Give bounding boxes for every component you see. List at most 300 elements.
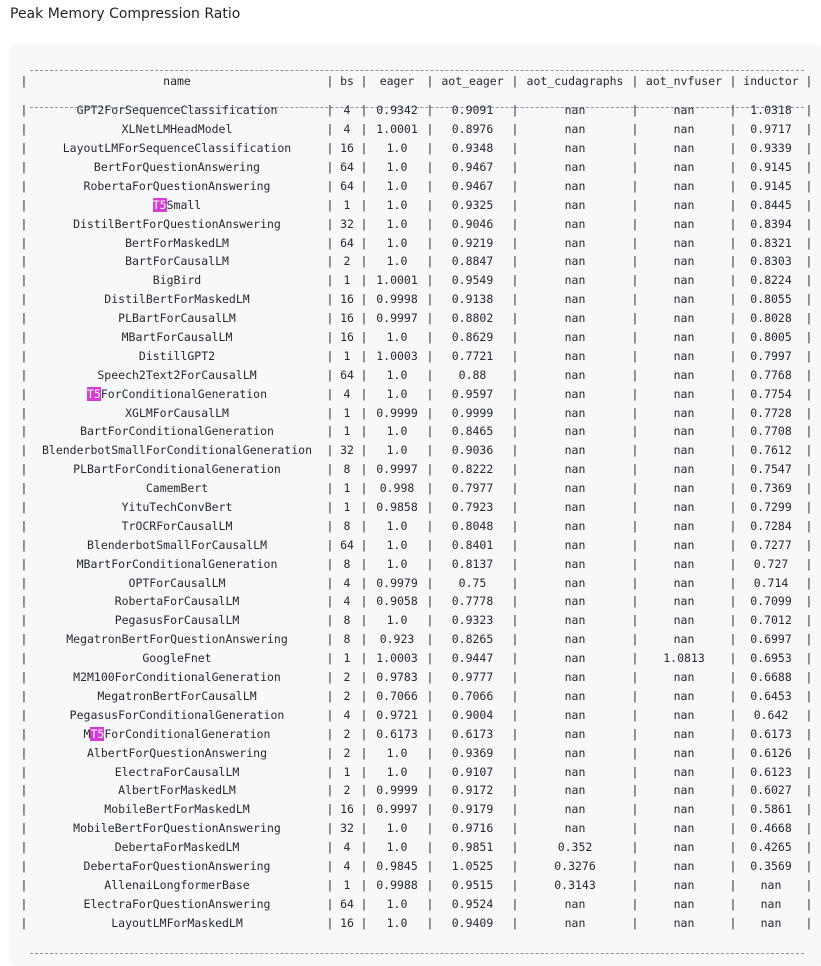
table-row: | BertForQuestionAnswering | 64 | 1.0 | 0.9467 | nan | nan | 0.9145 | [19, 158, 814, 177]
cell-name [29, 271, 325, 290]
cell-aot-nvfuser: nan [673, 424, 695, 439]
cell-bs: 1 [343, 500, 351, 515]
cell-bs: 4 [343, 103, 351, 118]
cell-aot-cudagraphs: nan [564, 537, 586, 552]
cell-aot-cudagraphs: nan [564, 103, 586, 118]
column-header-inductor: inductor [743, 74, 799, 89]
cell-aot-nvfuser: nan [673, 216, 695, 231]
cell-aot-cudagraphs: nan [564, 443, 586, 458]
model-name-part: BlenderbotSmallForCausalLM [86, 537, 267, 552]
cell-inductor: 1.0318 [750, 103, 792, 118]
cell-inductor: 0.8005 [750, 330, 792, 345]
table-row: | BartForConditionalGeneration | 1 | 1.0 | 0.8465 | nan | nan | 0.7708 | [19, 422, 814, 441]
cell-aot-cudagraphs: nan [564, 745, 586, 760]
model-name-part: ElectraForQuestionAnswering [83, 896, 271, 911]
cell-aot-cudagraphs: nan [564, 500, 586, 515]
cell-aot-eager: 0.9219 [451, 235, 494, 250]
results-table [19, 62, 814, 942]
cell-bs: 2 [343, 254, 351, 269]
cell-aot-cudagraphs: nan [564, 802, 586, 817]
cell-eager: 1.0 [386, 160, 408, 174]
cell-aot-eager: 1.0525 [451, 858, 494, 873]
table-bottom-rule [30, 953, 804, 954]
cell-bs: 2 [343, 688, 351, 703]
cell-aot-cudagraphs: nan [564, 348, 586, 363]
cell-name [29, 120, 325, 139]
table-row: | MegatronBertForCausalLM | 2 | 0.7066 | 0.7066 | nan | nan | 0.6453 | [19, 687, 814, 706]
cell-inductor: 0.727 [753, 556, 789, 571]
model-name-part: MBartForConditionalGeneration [76, 556, 278, 571]
cell-aot-nvfuser: nan [673, 348, 695, 363]
cell-eager: 0.9998 [376, 292, 418, 307]
cell-aot-eager: 0.8847 [451, 254, 494, 269]
cell-inductor: 0.9339 [750, 141, 792, 156]
cell-aot-nvfuser: nan [673, 896, 695, 911]
cell-name [29, 875, 325, 894]
cell-bs: 2 [343, 783, 351, 798]
cell-bs: 8 [343, 632, 351, 647]
cell-bs: 1 [343, 764, 351, 779]
table-row: | MBartForConditionalGeneration | 8 | 1.0 | 0.8137 | nan | nan | 0.727 | [19, 554, 814, 573]
cell-bs: 1 [343, 348, 351, 363]
table-row: | GPT2ForSequenceClassification | 4 | 0.9342 | 0.9091 | nan | nan | 1.0318 | [19, 101, 814, 120]
cell-bs: 1 [343, 273, 351, 288]
cell-aot-nvfuser: nan [673, 500, 695, 515]
cell-aot-eager: 0.9323 [451, 613, 494, 628]
cell-name [29, 479, 325, 498]
cell-eager: 1.0 [386, 745, 408, 760]
cell-bs: 8 [343, 556, 351, 571]
cell-inductor: 0.7369 [750, 481, 792, 496]
model-name-part: LayoutLMForMaskedLM [111, 915, 243, 930]
cell-bs: 16 [340, 330, 354, 345]
cell-bs: 1 [343, 877, 351, 892]
cell-bs: 2 [343, 745, 351, 760]
cell-aot-cudagraphs: nan [564, 481, 586, 496]
cell-inductor: 0.7768 [750, 367, 792, 382]
cell-eager: 0.9997 [376, 311, 418, 326]
table-row: | XLNetLMHeadModel | 4 | 1.0001 | 0.8976 | nan | nan | 0.9717 | [19, 120, 814, 139]
cell-inductor: 0.6997 [750, 632, 792, 647]
model-name-part: ForConditionalGeneration [104, 726, 271, 741]
cell-aot-eager: 0.6173 [451, 726, 494, 741]
cell-aot-eager: 0.7721 [451, 348, 494, 363]
cell-aot-nvfuser: nan [673, 594, 695, 609]
cell-bs: 16 [340, 141, 354, 156]
cell-inductor: 0.5861 [750, 802, 792, 817]
cell-inductor: 0.7099 [750, 594, 792, 609]
cell-eager: 1.0001 [376, 122, 418, 137]
cell-aot-nvfuser: nan [673, 386, 695, 401]
cell-inductor: 0.642 [753, 707, 789, 722]
cell-name [29, 139, 325, 158]
cell-aot-cudagraphs: nan [564, 386, 586, 401]
cell-aot-nvfuser: nan [673, 707, 695, 722]
cell-aot-cudagraphs: nan [564, 688, 586, 703]
model-name-part: BartForCausalLM [125, 254, 229, 269]
cell-name [29, 573, 325, 592]
cell-eager: 0.9058 [376, 594, 418, 609]
cell-aot-eager: 0.9851 [451, 840, 494, 855]
cell-eager: 1.0 [386, 216, 408, 231]
cell-aot-cudagraphs: nan [564, 670, 586, 685]
cell-aot-cudagraphs: nan [564, 178, 586, 193]
model-name-part: XLNetLMHeadModel [121, 122, 233, 137]
column-header-name: name [163, 74, 191, 89]
cell-name [29, 441, 325, 460]
table-row: | MT5ForConditionalGeneration | 2 | 0.6173 | 0.6173 | nan | nan | 0.6173 | [19, 724, 814, 743]
cell-bs: 64 [340, 896, 354, 911]
cell-aot-nvfuser: nan [673, 330, 695, 345]
cell-inductor: 0.9717 [750, 122, 792, 137]
cell-name [29, 101, 325, 120]
table-row: | AlbertForQuestionAnswering | 2 | 1.0 | 0.9369 | nan | nan | 0.6126 | [19, 743, 814, 762]
cell-eager: 1.0003 [376, 348, 418, 363]
cell-aot-cudagraphs: nan [564, 424, 586, 439]
table-row: | PLBartForCausalLM | 16 | 0.9997 | 0.8802 | nan | nan | 0.8028 | [19, 309, 814, 328]
cell-name [29, 328, 325, 347]
cell-name [29, 668, 325, 687]
cell-aot-eager: 0.9036 [451, 443, 494, 458]
cell-eager: 0.9988 [376, 877, 418, 892]
cell-bs: 4 [343, 840, 351, 855]
cell-inductor: nan [760, 915, 782, 930]
cell-aot-nvfuser: nan [673, 141, 695, 156]
model-name-part: GPT2ForSequenceClassification [76, 103, 278, 118]
cell-bs: 1 [343, 197, 351, 212]
cell-inductor: 0.3569 [750, 858, 792, 873]
cell-aot-cudagraphs: nan [564, 556, 586, 571]
cell-aot-eager: 0.8048 [451, 518, 494, 533]
cell-name [29, 611, 325, 630]
cell-inductor: 0.8224 [750, 273, 792, 288]
model-name-part: AlbertForMaskedLM [118, 783, 236, 798]
cell-inductor: 0.4265 [750, 840, 792, 855]
model-name-part: PegasusForConditionalGeneration [69, 707, 285, 722]
cell-aot-cudagraphs: nan [564, 783, 586, 798]
column-header-aot-nvfuser: aot_nvfuser [645, 74, 723, 89]
cell-name [29, 365, 325, 384]
cell-aot-eager: 0.8465 [451, 424, 494, 439]
cell-aot-cudagraphs: nan [564, 367, 586, 382]
cell-name [29, 290, 325, 309]
cell-bs: 32 [340, 216, 354, 231]
table-row: | PLBartForConditionalGeneration | 8 | 0.9997 | 0.8222 | nan | nan | 0.7547 | [19, 460, 814, 479]
cell-bs: 16 [340, 311, 354, 326]
cell-aot-eager: 0.9467 [451, 160, 494, 174]
cell-aot-cudagraphs: nan [564, 122, 586, 137]
cell-bs: 8 [343, 613, 351, 628]
cell-inductor: 0.6688 [750, 670, 792, 685]
cell-bs: 4 [343, 858, 351, 873]
table-row: | RobertaForCausalLM | 4 | 0.9058 | 0.7778 | nan | nan | 0.7099 | [19, 592, 814, 611]
model-name-part: M2M100ForConditionalGeneration [73, 670, 281, 685]
page-title: Peak Memory Compression Ratio [10, 6, 241, 22]
cell-aot-cudagraphs: nan [564, 197, 586, 212]
cell-aot-nvfuser: nan [673, 556, 695, 571]
model-name-part: DistillGPT2 [138, 348, 216, 363]
cell-eager: 0.7066 [376, 688, 418, 703]
cell-aot-nvfuser: nan [673, 840, 695, 855]
model-name-part: MegatronBertForCausalLM [97, 688, 257, 703]
cell-aot-nvfuser: nan [673, 462, 695, 477]
cell-aot-eager: 0.9046 [451, 216, 494, 231]
cell-eager: 0.9845 [376, 858, 418, 873]
cell-name [29, 762, 325, 781]
cell-aot-nvfuser: nan [673, 858, 695, 873]
table-row: | DistilBertForQuestionAnswering | 32 | 1.0 | 0.9046 | nan | nan | 0.8394 | [19, 214, 814, 233]
cell-aot-cudagraphs: nan [564, 273, 586, 288]
cell-aot-nvfuser: nan [673, 632, 695, 647]
cell-aot-nvfuser: nan [673, 292, 695, 307]
cell-bs: 4 [343, 575, 351, 590]
cell-inductor: 0.7012 [750, 613, 792, 628]
cell-inductor: 0.7277 [750, 537, 792, 552]
cell-inductor: 0.8055 [750, 292, 792, 307]
cell-name [29, 195, 325, 214]
cell-inductor: 0.714 [753, 575, 789, 590]
table-row: | BlenderbotSmallForCausalLM | 64 | 1.0 | 0.8401 | nan | nan | 0.7277 | [19, 535, 814, 554]
cell-inductor: 0.8321 [750, 235, 792, 250]
cell-bs: 16 [340, 915, 354, 930]
cell-inductor: 0.7547 [750, 462, 792, 477]
cell-inductor: 0.8445 [750, 197, 792, 212]
cell-eager: 0.9997 [376, 802, 418, 817]
cell-eager: 1.0 [386, 367, 408, 382]
cell-inductor: 0.7728 [750, 405, 792, 420]
cell-aot-cudagraphs: nan [564, 216, 586, 231]
cell-aot-cudagraphs: nan [564, 160, 586, 174]
cell-name [29, 214, 325, 233]
cell-bs: 1 [343, 405, 351, 420]
table-row: | MegatronBertForQuestionAnswering | 8 | 0.923 | 0.8265 | nan | nan | 0.6997 | [19, 630, 814, 649]
cell-aot-cudagraphs: nan [564, 707, 586, 722]
table-row: | DistillGPT2 | 1 | 1.0003 | 0.7721 | nan | nan | 0.7997 | [19, 346, 814, 365]
table-row: | MobileBertForQuestionAnswering | 32 | 1.0 | 0.9716 | nan | nan | 0.4668 | [19, 819, 814, 838]
model-name-part: GoogleFnet [142, 651, 212, 666]
cell-aot-eager: 0.8629 [451, 330, 494, 345]
table-row: | OPTForCausalLM | 4 | 0.9979 | 0.75 | nan | nan | 0.714 | [19, 573, 814, 592]
cell-name [29, 422, 325, 441]
cell-eager: 0.6173 [376, 726, 418, 741]
model-name-part: M [83, 726, 91, 741]
cell-inductor: nan [760, 877, 782, 892]
table-row: | Speech2Text2ForCausalLM | 64 | 1.0 | 0.88 | nan | nan | 0.7768 | [19, 365, 814, 384]
cell-bs: 8 [343, 518, 351, 533]
model-name-part: DistilBertForMaskedLM [104, 292, 250, 307]
cell-bs: 2 [343, 726, 351, 741]
model-name-part: AlbertForQuestionAnswering [86, 745, 267, 760]
cell-aot-cudagraphs: 0.3276 [554, 858, 596, 873]
cell-aot-nvfuser: nan [673, 802, 695, 817]
cell-bs: 4 [343, 594, 351, 609]
column-header-aot-eager: aot_eager [441, 74, 504, 89]
table-row: | XGLMForCausalLM | 1 | 0.9999 | 0.9999 | nan | nan | 0.7728 | [19, 403, 814, 422]
cell-name [29, 687, 325, 706]
cell-name [29, 252, 325, 271]
cell-name [29, 857, 325, 876]
table-row: | ElectraForQuestionAnswering | 64 | 1.0 | 0.9524 | nan | nan | nan | [19, 894, 814, 913]
cell-aot-eager: 0.7778 [451, 594, 494, 609]
table-row: | BertForMaskedLM | 64 | 1.0 | 0.9219 | nan | nan | 0.8321 | [19, 233, 814, 252]
cell-eager: 1.0 [386, 254, 408, 269]
cell-bs: 1 [343, 424, 351, 439]
column-header-aot-cudagraphs: aot_cudagraphs [526, 74, 624, 89]
cell-bs: 64 [340, 160, 354, 174]
cell-eager: 1.0001 [376, 273, 418, 288]
table-row: | MobileBertForMaskedLM | 16 | 0.9997 | 0.9179 | nan | nan | 0.5861 | [19, 800, 814, 819]
cell-name [29, 800, 325, 819]
cell-eager: 1.0 [386, 424, 408, 439]
cell-aot-eager: 0.9447 [451, 651, 494, 666]
model-name-part: RobertaForCausalLM [114, 594, 240, 609]
cell-eager: 1.0 [386, 197, 408, 212]
model-name-part: CamemBert [145, 481, 209, 496]
table-row: | ElectraForCausalLM | 1 | 1.0 | 0.9107 | nan | nan | 0.6123 | [19, 762, 814, 781]
cell-aot-nvfuser: nan [673, 821, 695, 836]
cell-aot-nvfuser: nan [673, 178, 695, 193]
cell-aot-cudagraphs: nan [564, 726, 586, 741]
cell-inductor: 0.7997 [750, 348, 792, 363]
cell-aot-nvfuser: nan [673, 877, 695, 892]
cell-aot-nvfuser: nan [673, 783, 695, 798]
cell-eager: 0.9997 [376, 462, 418, 477]
cell-aot-nvfuser: nan [673, 518, 695, 533]
cell-aot-eager: 0.9172 [451, 783, 494, 798]
cell-inductor: 0.6027 [750, 783, 792, 798]
cell-aot-eager: 0.75 [458, 575, 487, 590]
cell-aot-nvfuser: nan [673, 311, 695, 326]
cell-name [29, 592, 325, 611]
table-row: | DistilBertForMaskedLM | 16 | 0.9998 | 0.9138 | nan | nan | 0.8055 | [19, 290, 814, 309]
cell-eager: 1.0 [386, 915, 408, 930]
cell-bs: 64 [340, 235, 354, 250]
column-header-eager: eager [379, 74, 415, 89]
cell-eager: 0.9999 [376, 405, 418, 420]
cell-name [29, 743, 325, 762]
cell-name [29, 498, 325, 517]
model-name-part: BlenderbotSmallForConditionalGeneration [41, 443, 313, 458]
cell-aot-cudagraphs: nan [564, 575, 586, 590]
table-row: | T5ForConditionalGeneration | 4 | 1.0 | 0.9597 | nan | nan | 0.7754 | [19, 384, 814, 403]
cell-eager: 1.0 [386, 840, 408, 855]
table-row: | CamemBert | 1 | 0.998 | 0.7977 | nan | nan | 0.7369 | [19, 479, 814, 498]
table-row: | MBartForCausalLM | 16 | 1.0 | 0.8629 | nan | nan | 0.8005 | [19, 328, 814, 347]
cell-bs: 4 [343, 386, 351, 401]
cell-name [29, 838, 325, 857]
table-row: | BlenderbotSmallForConditionalGeneration | 32 | 1.0 | 0.9036 | nan | nan | 0.7612 | [19, 441, 814, 460]
search-highlight: T5 [152, 197, 167, 212]
cell-inductor: 0.8394 [750, 216, 792, 231]
cell-name [29, 403, 325, 422]
cell-aot-nvfuser: nan [673, 481, 695, 496]
cell-aot-cudagraphs: 0.3143 [554, 877, 596, 892]
cell-inductor: 0.9145 [750, 160, 792, 174]
table-row: | DebertaForMaskedLM | 4 | 1.0 | 0.9851 | 0.352 | nan | 0.4265 | [19, 838, 814, 857]
cell-aot-cudagraphs: nan [564, 405, 586, 420]
cell-eager: 1.0 [386, 235, 408, 250]
cell-bs: 16 [340, 802, 354, 817]
model-name-part: BertForMaskedLM [125, 235, 229, 250]
cell-eager: 1.0 [386, 764, 408, 779]
cell-aot-eager: 0.9369 [451, 745, 494, 760]
model-name-part: ForConditionalGeneration [100, 386, 268, 401]
cell-aot-nvfuser: nan [673, 103, 695, 118]
cell-aot-nvfuser: nan [673, 745, 695, 760]
cell-aot-eager: 0.9325 [451, 197, 494, 212]
cell-bs: 8 [343, 462, 351, 477]
cell-aot-cudagraphs: nan [564, 141, 586, 156]
table-row: | AllenaiLongformerBase | 1 | 0.9988 | 0.9515 | 0.3143 | nan | nan | [19, 875, 814, 894]
cell-aot-eager: 0.9716 [451, 821, 494, 836]
cell-aot-eager: 0.9515 [451, 877, 494, 892]
cell-bs: 32 [340, 821, 354, 836]
cell-aot-cudagraphs: nan [564, 651, 586, 666]
cell-bs: 2 [343, 670, 351, 685]
cell-aot-nvfuser: 1.0813 [663, 651, 705, 666]
cell-aot-nvfuser: nan [673, 688, 695, 703]
cell-inductor: 0.6123 [750, 764, 792, 779]
cell-aot-eager: 0.8802 [451, 311, 494, 326]
table-row: | BartForCausalLM | 2 | 1.0 | 0.8847 | nan | nan | 0.8303 | [19, 252, 814, 271]
cell-name [29, 630, 325, 649]
cell-aot-eager: 0.9999 [451, 405, 494, 420]
cell-aot-eager: 0.9138 [451, 292, 494, 307]
model-name-part: Small [166, 197, 202, 212]
cell-eager: 1.0 [386, 556, 408, 571]
model-name-part: TrOCRForCausalLM [121, 518, 233, 533]
model-name-part: DebertaForMaskedLM [114, 840, 240, 855]
cell-eager: 0.9342 [376, 103, 418, 118]
cell-name [29, 894, 325, 913]
cell-bs: 4 [343, 707, 351, 722]
cell-aot-nvfuser: nan [673, 367, 695, 382]
model-name-part: LayoutLMForSequenceClassification [62, 141, 292, 156]
table-row: | DebertaForQuestionAnswering | 4 | 0.9845 | 1.0525 | 0.3276 | nan | 0.3569 | [19, 857, 814, 876]
cell-name [29, 535, 325, 554]
cell-bs: 64 [340, 367, 354, 382]
cell-eager: 1.0 [386, 386, 408, 401]
cell-inductor: 0.7612 [750, 443, 792, 458]
cell-inductor: 0.6953 [750, 651, 792, 666]
cell-name [29, 781, 325, 800]
cell-inductor: 0.6173 [750, 726, 792, 741]
cell-eager: 1.0 [386, 330, 408, 345]
cell-aot-cudagraphs: nan [564, 518, 586, 533]
cell-eager: 0.9721 [376, 707, 418, 722]
cell-eager: 0.923 [379, 632, 415, 647]
cell-bs: 64 [340, 178, 354, 193]
table-row: | M2M100ForConditionalGeneration | 2 | 0.9783 | 0.9777 | nan | nan | 0.6688 | [19, 668, 814, 687]
table-row: | LayoutLMForSequenceClassification | 16 | 1.0 | 0.9348 | nan | nan | 0.9339 | [19, 139, 814, 158]
model-name-part: Speech2Text2ForCausalLM [97, 367, 257, 382]
search-highlight: T5 [86, 386, 101, 401]
cell-eager: 1.0 [386, 443, 408, 458]
model-name-part: DebertaForQuestionAnswering [83, 858, 271, 873]
cell-aot-nvfuser: nan [673, 122, 695, 137]
cell-aot-cudagraphs: nan [564, 311, 586, 326]
table-header-row: | name | bs | eager | aot_eager | aot_cudagraphs | aot_nvfuser | inductor | [19, 72, 814, 91]
cell-aot-nvfuser: nan [673, 575, 695, 590]
column-header-bs: bs [340, 74, 354, 89]
cell-eager: 0.9783 [376, 670, 418, 685]
cell-name [29, 460, 325, 479]
cell-aot-eager: 0.8222 [451, 462, 494, 477]
cell-name [29, 158, 325, 177]
model-name-part: BartForConditionalGeneration [80, 424, 274, 439]
cell-name [29, 819, 325, 838]
cell-eager: 1.0 [386, 141, 408, 156]
